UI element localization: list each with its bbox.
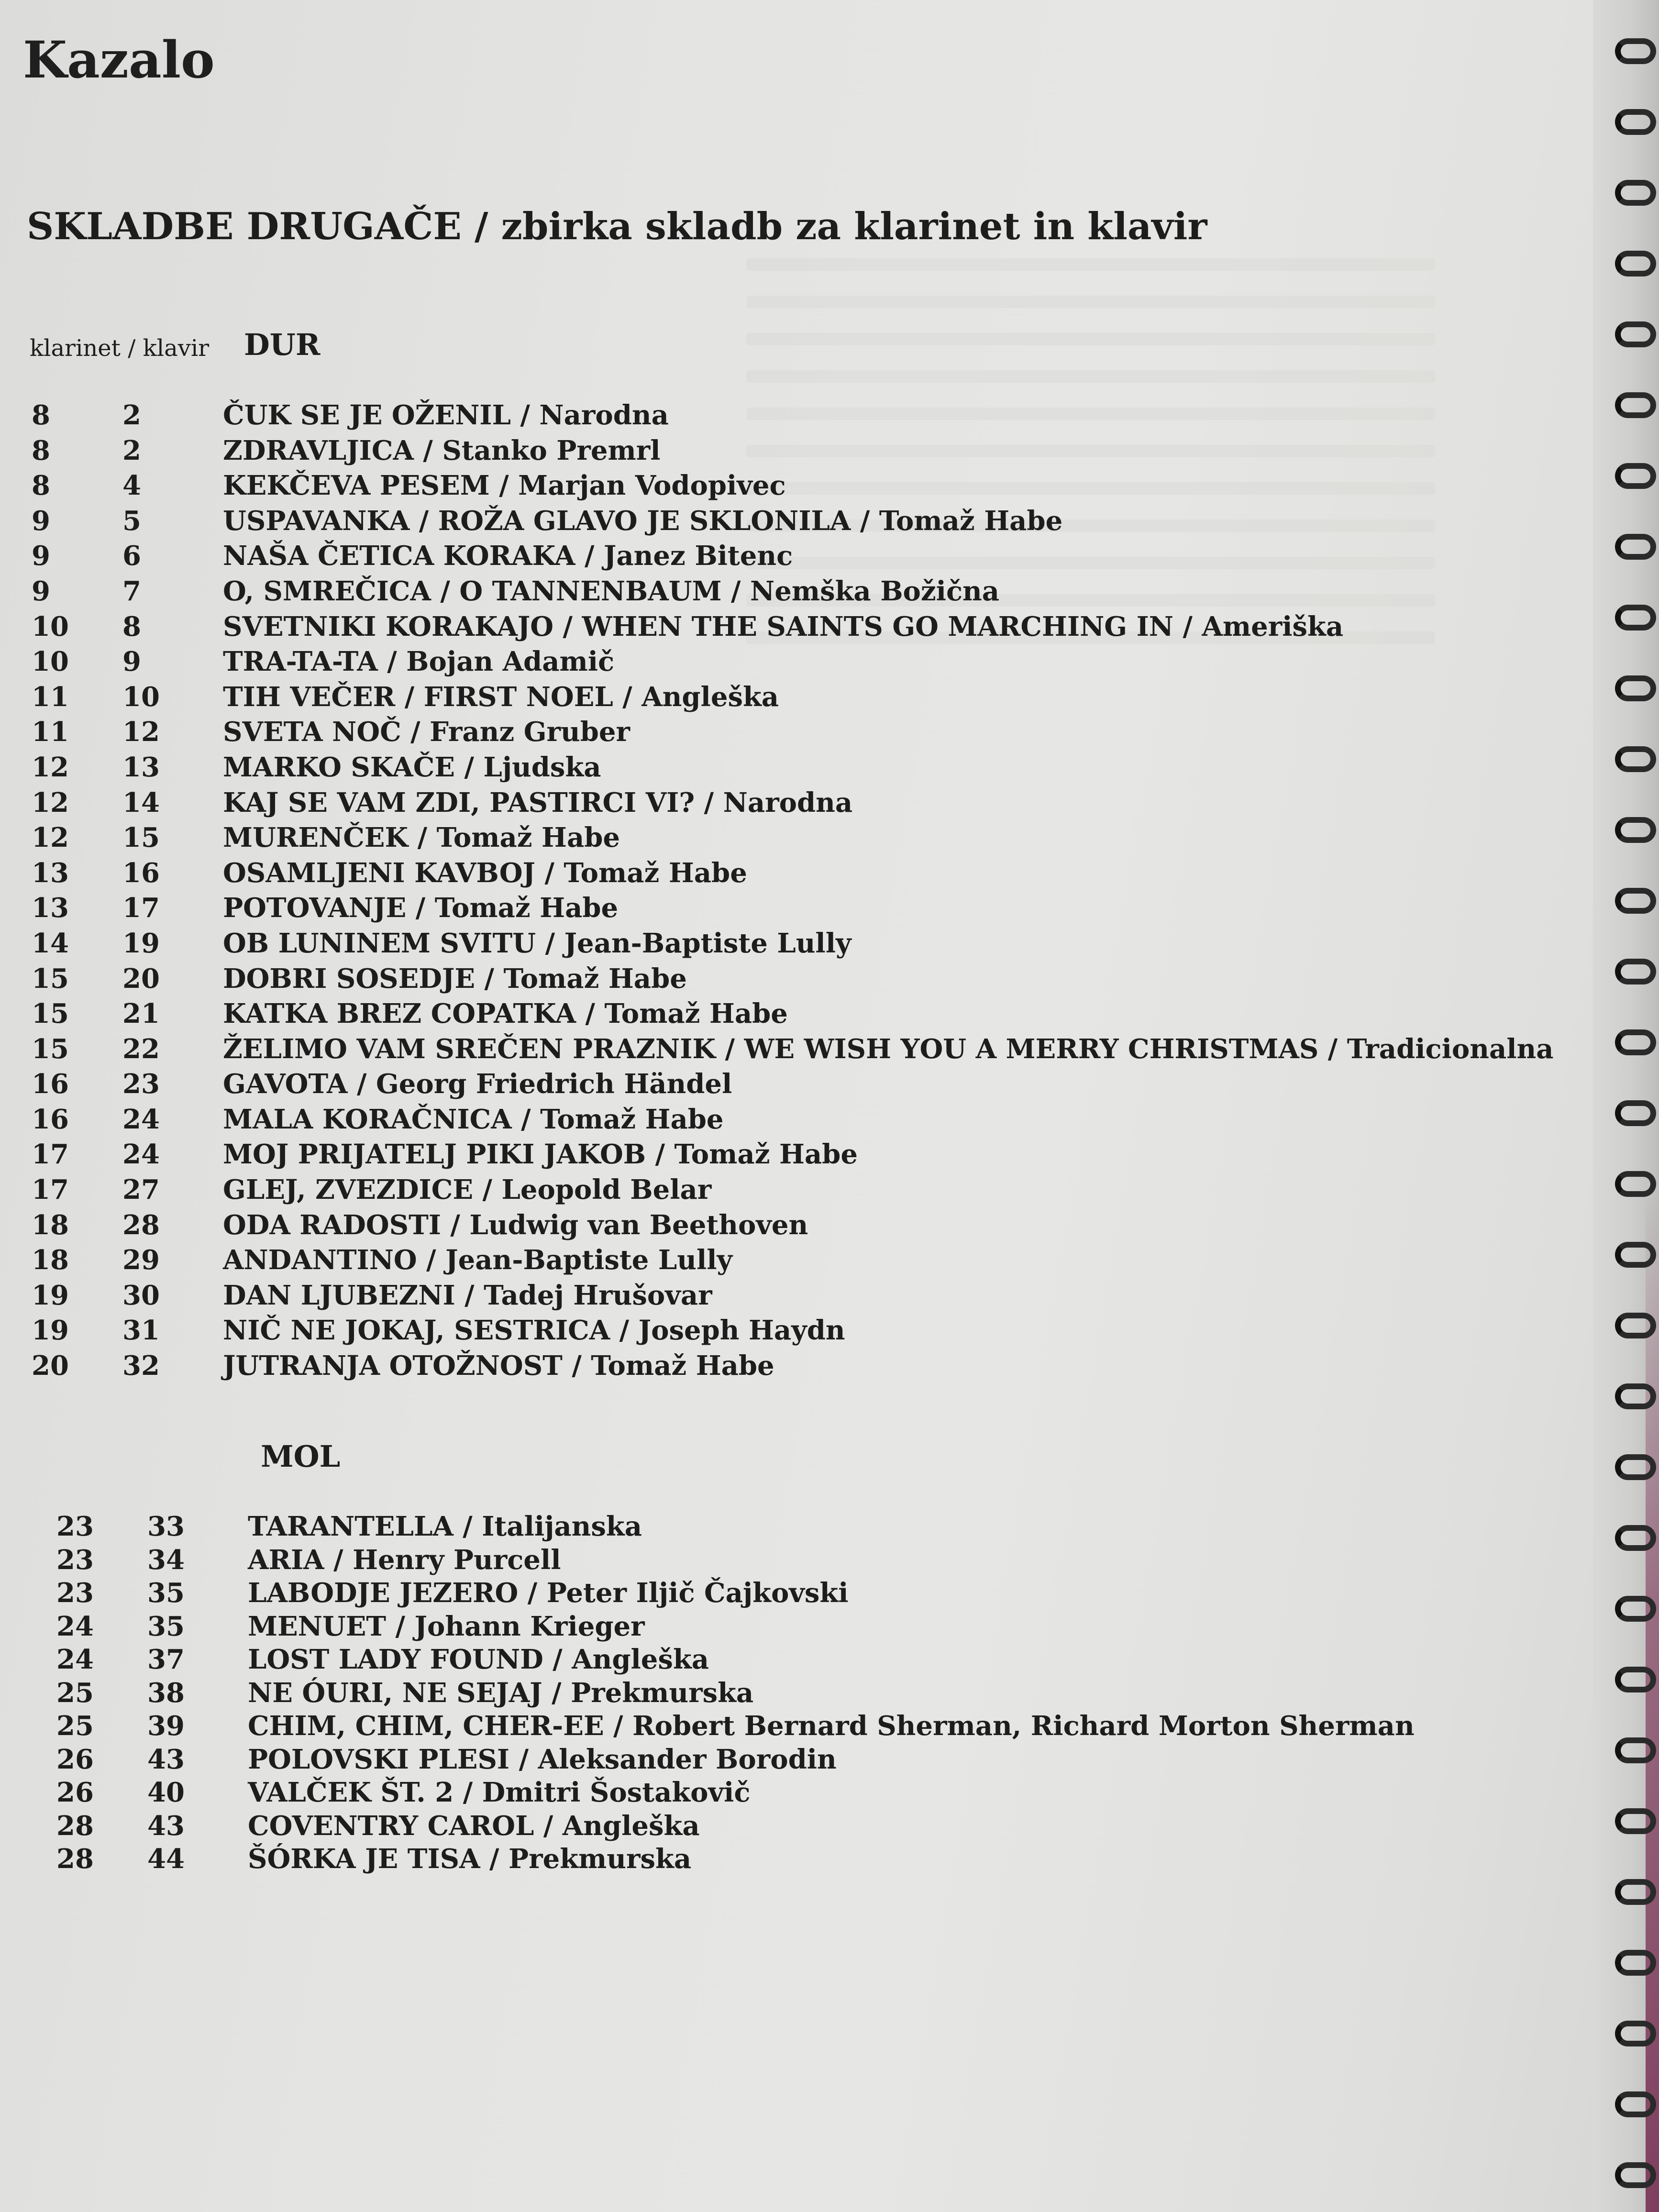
piece-title: MALA KORAČNICA / Tomaž Habe	[223, 1103, 724, 1135]
binding-coil-icon	[1615, 1950, 1656, 1976]
list-item	[32, 715, 1554, 750]
page-title: Kazalo	[23, 30, 215, 89]
klavir-page-number: 22	[122, 1033, 160, 1065]
klavir-page-number: 19	[122, 927, 160, 959]
klavir-page-number: 30	[122, 1279, 160, 1311]
piece-title: CHIM, CHIM, CHER-EE / Robert Bernard Sherman, Richard Morton Sherman	[248, 1710, 1415, 1742]
piece-title: KEKČEVA PESEM / Marjan Vodopivec	[223, 470, 786, 502]
piece-title: DOBRI SOSEDJE / Tomaž Habe	[223, 962, 687, 995]
binding-coil-icon	[1615, 1808, 1656, 1834]
binding-coil-icon	[1615, 1737, 1656, 1763]
list-item	[32, 609, 1554, 645]
klavir-page-number: 38	[147, 1677, 185, 1709]
binding-coil-icon	[1615, 817, 1656, 843]
klavir-page-number: 23	[122, 1068, 160, 1100]
list-item	[32, 856, 1554, 891]
piece-title: ŠÓRKA JE TISA / Prekmurska	[248, 1843, 692, 1875]
binding-coil-icon	[1615, 534, 1656, 560]
klarinet-page-number: 28	[56, 1810, 94, 1842]
piece-title: NAŠA ČETICA KORAKA / Janez Bitenc	[223, 540, 793, 572]
piece-title: O, SMREČICA / O TANNENBAUM / Nemška Božična	[223, 575, 1000, 607]
collection-title: SKLADBE DRUGAČE / zbirka skladb za klarinet in klavir	[27, 205, 1207, 248]
klarinet-page-number: 26	[56, 1743, 94, 1775]
list-item	[32, 1032, 1554, 1067]
klarinet-page-number: 17	[32, 1174, 69, 1206]
binding-coil-icon	[1615, 1879, 1656, 1905]
binding-coil-icon	[1615, 2091, 1656, 2117]
piece-title: ŽELIMO VAM SREČEN PRAZNIK / WE WISH YOU A MERRY CHRISTMAS / Tradicionalna	[223, 1033, 1554, 1065]
list-item	[56, 1710, 1415, 1743]
klavir-page-number: 16	[122, 857, 160, 889]
klavir-page-number: 32	[122, 1350, 160, 1382]
list-item	[32, 433, 1554, 469]
klarinet-page-number: 28	[56, 1843, 94, 1875]
piece-title: COVENTRY CAROL / Angleška	[248, 1810, 700, 1842]
klavir-page-number: 34	[147, 1544, 185, 1576]
list-item	[56, 1610, 1415, 1644]
piece-title: TARANTELLA / Italijanska	[248, 1511, 642, 1542]
list-item	[32, 1278, 1554, 1314]
klarinet-page-number: 10	[32, 610, 69, 642]
klavir-page-number: 37	[147, 1644, 185, 1675]
list-item	[56, 1843, 1415, 1876]
mol-piece-list	[56, 1510, 1415, 1876]
klarinet-page-number: 9	[32, 505, 50, 537]
klavir-page-number: 43	[147, 1810, 185, 1842]
list-item	[32, 820, 1554, 856]
piece-title: OSAMLJENI KAVBOJ / Tomaž Habe	[223, 857, 747, 889]
binding-coil-icon	[1615, 2021, 1656, 2046]
klarinet-page-number: 12	[32, 822, 69, 854]
klarinet-page-number: 24	[56, 1610, 94, 1642]
list-item	[32, 891, 1554, 926]
piece-title: ZDRAVLJICA / Stanko Premrl	[223, 434, 661, 466]
klarinet-page-number: 16	[32, 1068, 69, 1100]
binding-coil-icon	[1615, 746, 1656, 772]
column-header: klarinet / klavir	[30, 335, 210, 362]
klavir-page-number: 15	[122, 822, 160, 854]
klarinet-page-number: 26	[56, 1777, 94, 1808]
list-item	[32, 398, 1554, 433]
klavir-page-number: 14	[122, 786, 160, 818]
klavir-page-number: 4	[122, 470, 141, 502]
list-item	[56, 1577, 1415, 1610]
klavir-page-number: 35	[147, 1610, 185, 1642]
klavir-page-number: 40	[147, 1777, 185, 1808]
klavir-page-number: 17	[122, 892, 160, 924]
binding-coil-icon	[1615, 1100, 1656, 1126]
binding-coil-icon	[1615, 675, 1656, 701]
klarinet-page-number: 8	[32, 434, 50, 466]
klarinet-page-number: 23	[56, 1511, 94, 1542]
binding-coil-icon	[1615, 1667, 1656, 1692]
klarinet-page-number: 12	[32, 751, 69, 783]
klavir-page-number: 5	[122, 505, 141, 537]
binding-coil-icon	[1615, 959, 1656, 984]
piece-title: ČUK SE JE OŽENIL / Narodna	[223, 399, 669, 431]
klarinet-page-number: 15	[32, 1033, 69, 1065]
section-label-mol: MOL	[261, 1439, 341, 1474]
klavir-page-number: 24	[122, 1139, 160, 1171]
list-item	[32, 1067, 1554, 1102]
list-item	[56, 1677, 1415, 1710]
piece-title: NE ÓURI, NE SEJAJ / Prekmurska	[248, 1677, 754, 1709]
list-item	[32, 1208, 1554, 1243]
binding-coil-icon	[1615, 180, 1656, 206]
list-item	[32, 1313, 1554, 1349]
section-label-dur: DUR	[244, 327, 321, 362]
klarinet-page-number: 14	[32, 927, 69, 959]
binding-coil-icon	[1615, 2162, 1656, 2188]
klavir-page-number: 27	[122, 1174, 160, 1206]
binding-coil-icon	[1615, 1383, 1656, 1409]
binding-coil-icon	[1615, 1029, 1656, 1055]
klarinet-page-number: 9	[32, 575, 50, 607]
spiral-binding	[1593, 0, 1659, 2212]
klavir-page-number: 8	[122, 610, 141, 642]
list-item	[32, 468, 1554, 504]
piece-title: POLOVSKI PLESI / Aleksander Borodin	[248, 1743, 837, 1775]
klavir-page-number: 35	[147, 1577, 185, 1609]
piece-title: POTOVANJE / Tomaž Habe	[223, 892, 619, 924]
klavir-page-number: 29	[122, 1244, 160, 1276]
list-item	[32, 785, 1554, 821]
klarinet-page-number: 8	[32, 470, 50, 502]
klarinet-page-number: 8	[32, 399, 50, 431]
klarinet-page-number: 24	[56, 1644, 94, 1675]
list-item	[56, 1510, 1415, 1544]
piece-title: GLEJ, ZVEZDICE / Leopold Belar	[223, 1174, 712, 1206]
piece-title: TRA-TA-TA / Bojan Adamič	[223, 646, 615, 678]
list-item	[56, 1544, 1415, 1577]
list-item	[32, 1349, 1554, 1384]
binding-coil-icon	[1615, 605, 1656, 630]
binding-coil-icon	[1615, 38, 1656, 64]
piece-title: MOJ PRIJATELJ PIKI JAKOB / Tomaž Habe	[223, 1139, 858, 1171]
klarinet-page-number: 13	[32, 892, 69, 924]
klavir-page-number: 20	[122, 962, 160, 995]
piece-title: USPAVANKA / ROŽA GLAVO JE SKLONILA / Tomaž Habe	[223, 505, 1063, 537]
piece-title: MURENČEK / Tomaž Habe	[223, 822, 620, 854]
piece-title: ARIA / Henry Purcell	[248, 1544, 561, 1576]
page-edge	[1646, 1196, 1659, 2212]
piece-title: TIH VEČER / FIRST NOEL / Angleška	[223, 681, 779, 713]
klavir-page-number: 6	[122, 540, 141, 572]
klarinet-page-number: 18	[32, 1209, 69, 1241]
piece-title: MENUET / Johann Krieger	[248, 1610, 645, 1642]
klarinet-page-number: 15	[32, 962, 69, 995]
list-item	[32, 1243, 1554, 1278]
binding-coil-icon	[1615, 1242, 1656, 1268]
klarinet-page-number: 16	[32, 1103, 69, 1135]
klarinet-page-number: 12	[32, 786, 69, 818]
klavir-page-number: 12	[122, 716, 160, 748]
klarinet-page-number: 19	[32, 1279, 69, 1311]
binding-coil-icon	[1615, 321, 1656, 347]
klarinet-page-number: 11	[32, 681, 69, 713]
piece-title: SVETA NOČ / Franz Gruber	[223, 716, 630, 748]
binding-coil-icon	[1615, 463, 1656, 489]
binding-coil-icon	[1615, 1171, 1656, 1197]
klavir-page-number: 21	[122, 998, 160, 1030]
list-item	[32, 644, 1554, 680]
klarinet-page-number: 23	[56, 1577, 94, 1609]
list-item	[32, 962, 1554, 997]
binding-coil-icon	[1615, 1454, 1656, 1480]
klarinet-page-number: 17	[32, 1139, 69, 1171]
piece-title: ANDANTINO / Jean-Baptiste Lully	[223, 1244, 733, 1276]
klavir-page-number: 2	[122, 399, 141, 431]
list-item	[32, 996, 1554, 1032]
binding-coil-icon	[1615, 888, 1656, 914]
klavir-page-number: 9	[122, 646, 141, 678]
list-item	[32, 750, 1554, 785]
piece-title: GAVOTA / Georg Friedrich Händel	[223, 1068, 732, 1100]
binding-coil-icon	[1615, 1596, 1656, 1622]
klavir-page-number: 33	[147, 1511, 185, 1542]
list-item	[56, 1810, 1415, 1843]
piece-title: MARKO SKAČE / Ljudska	[223, 751, 601, 783]
piece-title: SVETNIKI KORAKAJO / WHEN THE SAINTS GO MARCHING IN / Ameriška	[223, 610, 1344, 642]
binding-coil-icon	[1615, 392, 1656, 418]
klarinet-page-number: 15	[32, 998, 69, 1030]
piece-title: OB LUNINEM SVITU / Jean-Baptiste Lully	[223, 927, 852, 959]
klarinet-page-number: 11	[32, 716, 69, 748]
list-item	[56, 1776, 1415, 1810]
list-item	[56, 1643, 1415, 1677]
klavir-page-number: 10	[122, 681, 160, 713]
klarinet-page-number: 25	[56, 1677, 94, 1709]
klarinet-page-number: 25	[56, 1710, 94, 1742]
piece-title: ODA RADOSTI / Ludwig van Beethoven	[223, 1209, 808, 1241]
klavir-page-number: 39	[147, 1710, 185, 1742]
dur-piece-list	[32, 398, 1554, 1384]
list-item	[32, 680, 1554, 715]
list-item	[32, 926, 1554, 962]
klarinet-page-number: 23	[56, 1544, 94, 1576]
binding-coil-icon	[1615, 1313, 1656, 1338]
klarinet-page-number: 18	[32, 1244, 69, 1276]
piece-title: JUTRANJA OTOŽNOST / Tomaž Habe	[223, 1350, 774, 1382]
piece-title: LABODJE JEZERO / Peter Iljič Čajkovski	[248, 1577, 849, 1609]
list-item	[56, 1743, 1415, 1777]
piece-title: KATKA BREZ COPATKA / Tomaž Habe	[223, 998, 788, 1030]
piece-title: LOST LADY FOUND / Angleška	[248, 1644, 709, 1675]
binding-coil-icon	[1615, 251, 1656, 276]
list-item	[32, 1172, 1554, 1208]
list-item	[32, 1102, 1554, 1138]
piece-title: NIČ NE JOKAJ, SESTRICA / Joseph Haydn	[223, 1315, 845, 1347]
binding-coil-icon	[1615, 1525, 1656, 1551]
list-item	[32, 1137, 1554, 1172]
klarinet-page-number: 9	[32, 540, 50, 572]
klarinet-page-number: 19	[32, 1315, 69, 1347]
klavir-page-number: 13	[122, 751, 160, 783]
klavir-page-number: 7	[122, 575, 141, 607]
klarinet-page-number: 10	[32, 646, 69, 678]
klavir-page-number: 28	[122, 1209, 160, 1241]
klarinet-page-number: 20	[32, 1350, 69, 1382]
piece-title: DAN LJUBEZNI / Tadej Hrušovar	[223, 1279, 712, 1311]
list-item	[32, 539, 1554, 574]
list-item	[32, 574, 1554, 609]
piece-title: KAJ SE VAM ZDI, PASTIRCI VI? / Narodna	[223, 786, 853, 818]
klavir-page-number: 2	[122, 434, 141, 466]
klavir-page-number: 44	[147, 1843, 185, 1875]
klarinet-page-number: 13	[32, 857, 69, 889]
klavir-page-number: 31	[122, 1315, 160, 1347]
binding-coil-icon	[1615, 109, 1656, 135]
klavir-page-number: 24	[122, 1103, 160, 1135]
klavir-page-number: 43	[147, 1743, 185, 1775]
piece-title: VALČEK ŠT. 2 / Dmitri Šostakovič	[248, 1777, 751, 1808]
list-item	[32, 504, 1554, 539]
